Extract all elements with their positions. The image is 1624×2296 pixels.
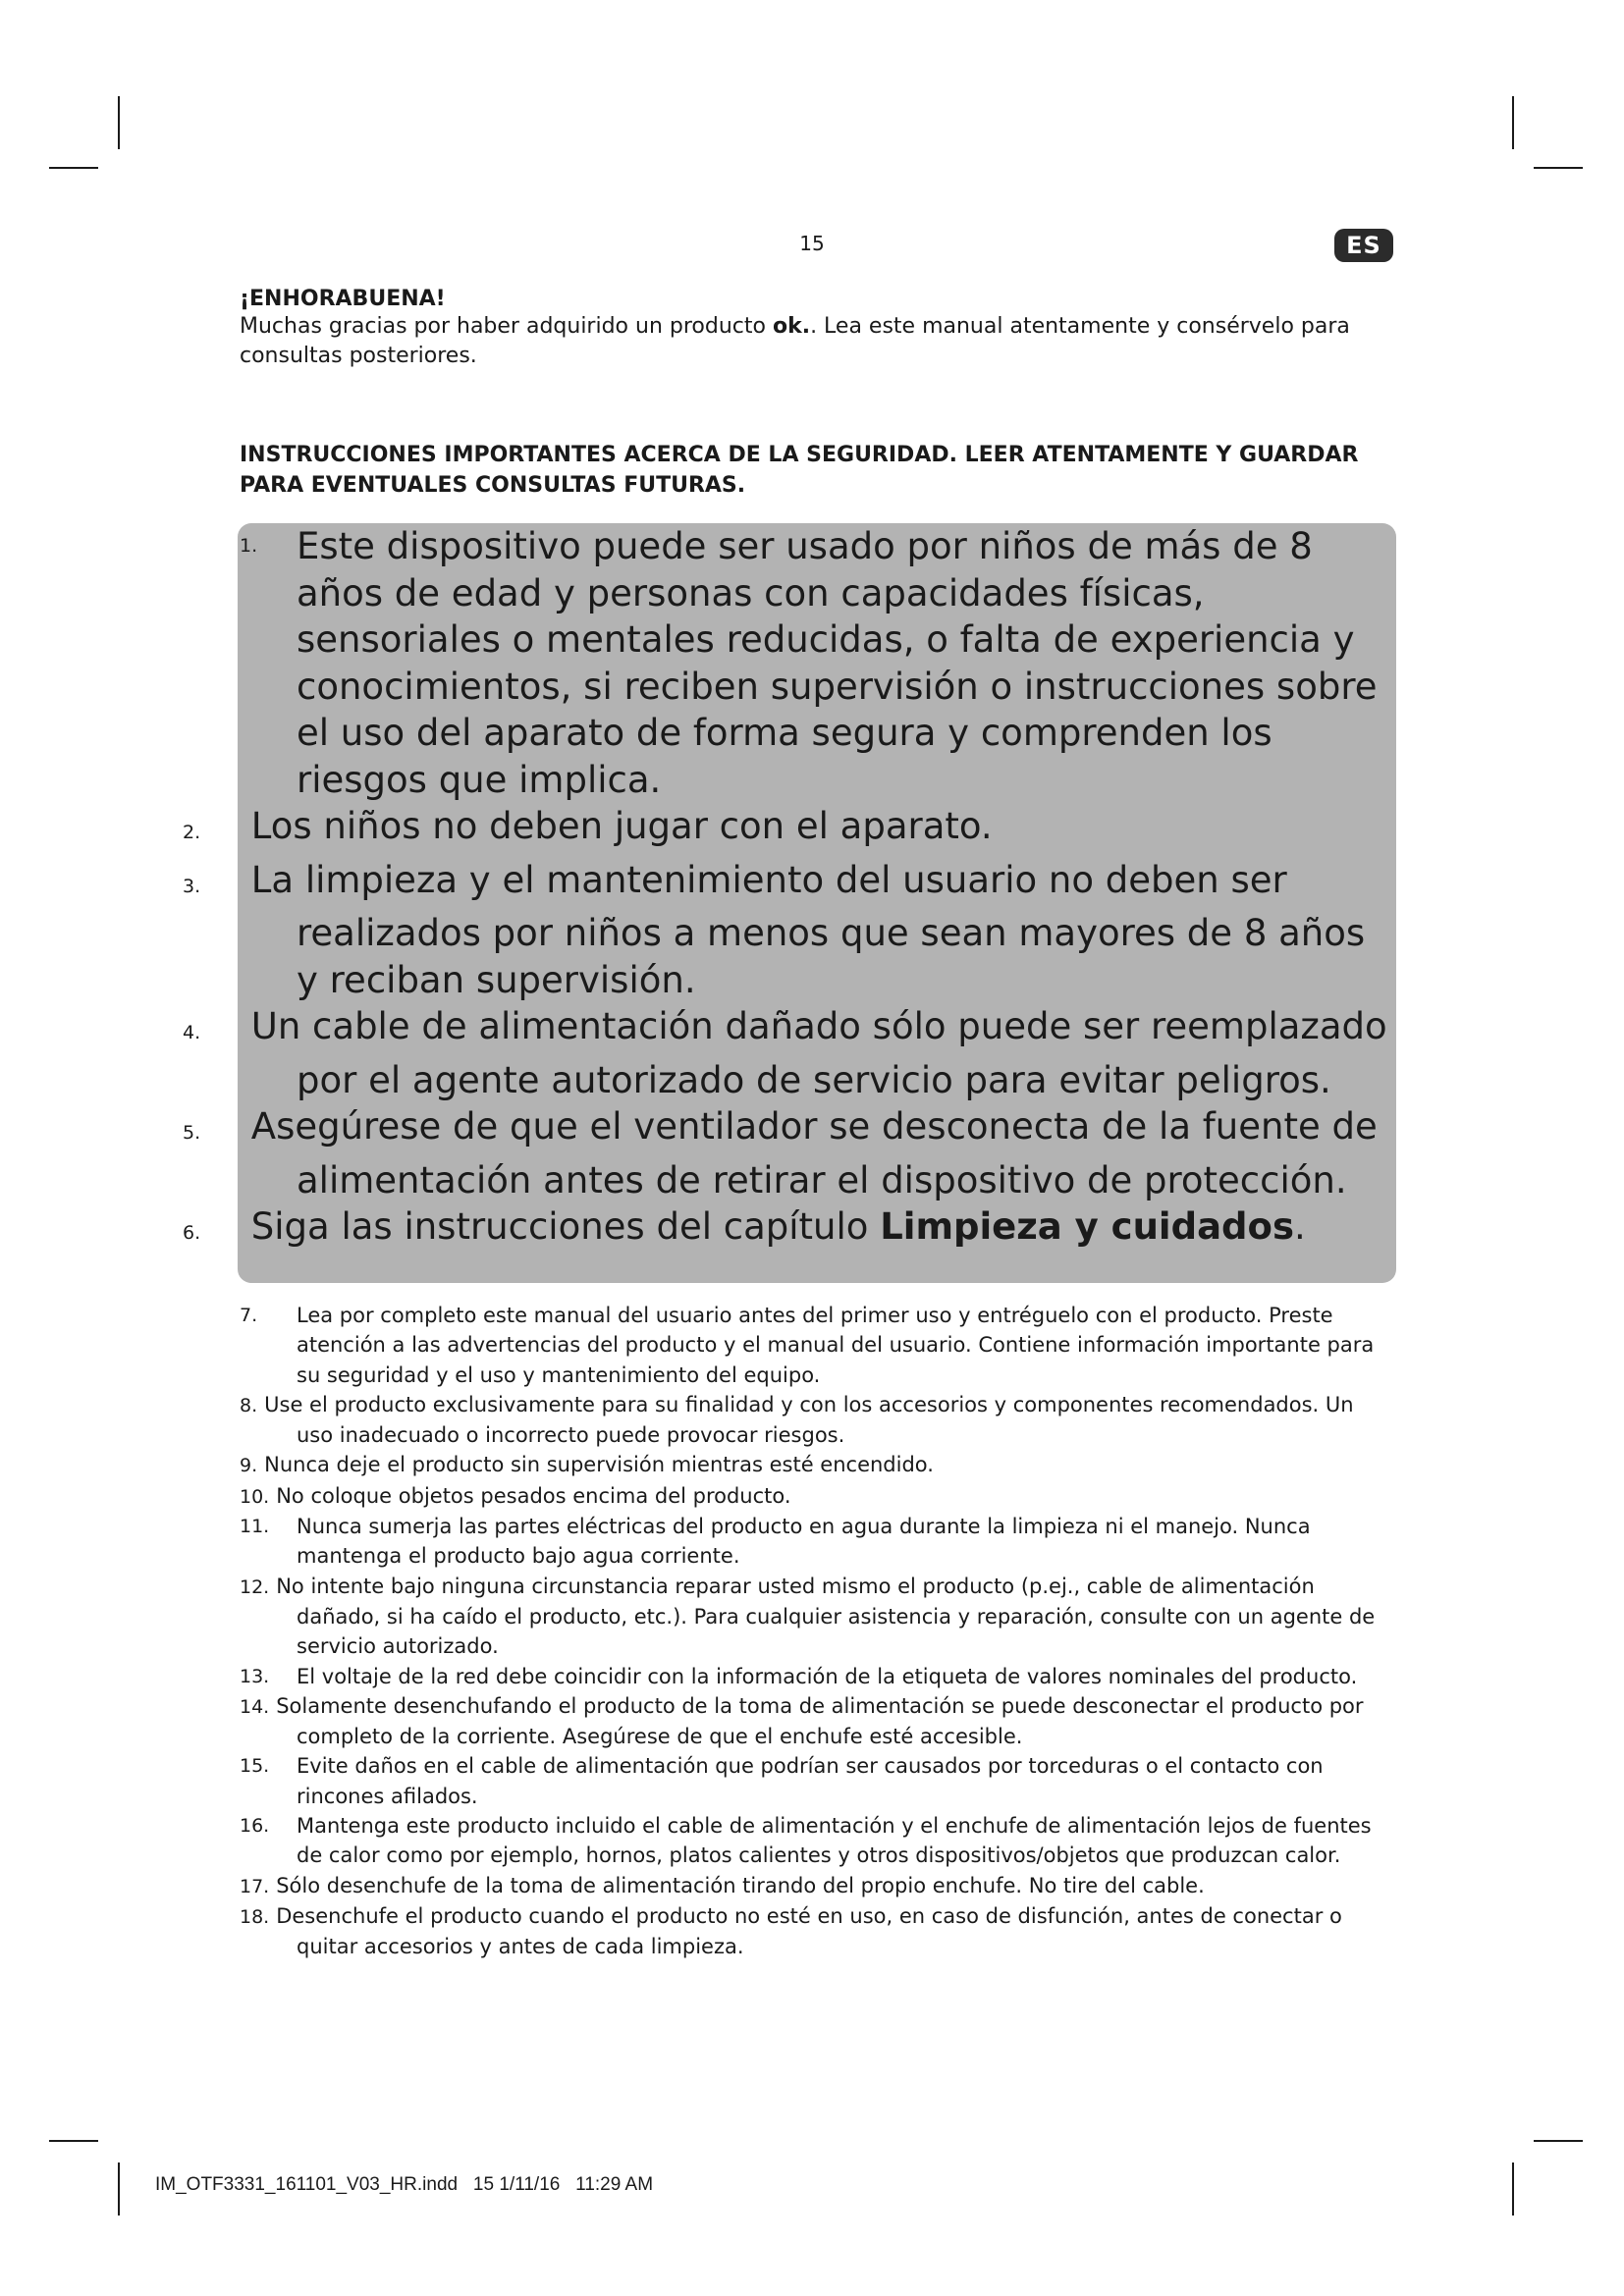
item-number: 11. bbox=[240, 1516, 270, 1538]
intro-text bbox=[240, 312, 1394, 371]
item-text: No coloque objetos pesados encima del producto. bbox=[276, 1483, 791, 1508]
instruction-item bbox=[240, 1811, 1394, 1871]
file-time: 11:29 AM bbox=[575, 2174, 654, 2195]
instructions-list bbox=[240, 1301, 1394, 1962]
instruction-item bbox=[240, 1871, 1394, 1901]
instruction-item bbox=[240, 1450, 1394, 1480]
highlighted-item: 2. Los niños no deben jugar con el aparato. bbox=[183, 805, 993, 847]
item-text-end: . bbox=[1293, 1205, 1306, 1248]
item-text: El voltaje de la red debe coincidir con la información de la etiqueta de valores nominales del producto. bbox=[297, 1664, 1358, 1688]
item-number: 12. bbox=[240, 1575, 270, 1598]
item-number: 7. bbox=[240, 1305, 258, 1326]
file-name: IM_OTF3331_161101_V03_HR.indd bbox=[155, 2174, 459, 2195]
crop-mark-top-right bbox=[1534, 167, 1583, 169]
item-text: Este dispositivo puede ser usado por niños de más de 8 años de edad y personas con capacidades físicas, sensoriales o mentales reducidas, o falta de experiencia y conocimientos, si reciben supervisión o instrucciones sobre el uso del aparato de forma segura y comprenden los riesgos que implica. bbox=[297, 525, 1378, 801]
item-number: 18. bbox=[240, 1905, 270, 1928]
highlighted-item: 4. Un cable de alimentación dañado sólo puede ser reemplazado por el agente autorizado de servicio para evitar peligros. bbox=[183, 1005, 1387, 1101]
brand-name: ok. bbox=[772, 314, 811, 339]
item-number: 13. bbox=[240, 1665, 270, 1687]
page-number: 15 bbox=[799, 232, 825, 255]
safety-heading: INSTRUCCIONES IMPORTANTES ACERCA DE LA SEGURIDAD. LEER ATENTAMENTE Y GUARDAR PARA EVENTUALES CONSULTAS FUTURAS. bbox=[240, 443, 1359, 498]
item-number: 8. bbox=[240, 1394, 258, 1416]
intro-text-end: . Lea este manual atentamente y consérvelo para consultas posteriores. bbox=[240, 314, 1350, 368]
item-text: Nunca deje el producto sin supervisión mientras esté encendido. bbox=[264, 1453, 934, 1477]
item-text: Use el producto exclusivamente para su finalidad y con los accesorios y componentes recomendados. Un uso inadecuado o incorrecto puede provocar riesgos. bbox=[264, 1392, 1354, 1448]
item-number: 9. bbox=[240, 1455, 258, 1477]
instruction-item bbox=[240, 1901, 1394, 1962]
language-badge: ES bbox=[1334, 229, 1393, 262]
item-text: No intente bajo ninguna circunstancia reparar usted mismo el producto (p.ej., cable de alimentación dañado, si ha caído el producto, etc.). Para cualquier asistencia y reparación, consulte con un agente de servicio autorizado. bbox=[276, 1574, 1376, 1659]
crop-mark-bottom-left bbox=[49, 2140, 98, 2142]
highlighted-item: 5. Asegúrese de que el ventilador se desconecta de la fuente de alimentación antes de retirar el dispositivo de protección. bbox=[183, 1105, 1378, 1201]
instruction-item bbox=[240, 1512, 1394, 1572]
instruction-item bbox=[240, 1301, 1394, 1390]
highlighted-item: 6. Siga las instrucciones del capítulo Limpieza y cuidados. bbox=[183, 1205, 1306, 1248]
instruction-item bbox=[240, 1751, 1394, 1811]
instruction-item bbox=[240, 1572, 1394, 1662]
item-number: 10. bbox=[240, 1485, 270, 1508]
item-text: La limpieza y el mantenimiento del usuario no deben ser realizados por niños a menos que sean mayores de 8 años y reciban supervisión. bbox=[250, 858, 1366, 1001]
chapter-reference: Limpieza y cuidados bbox=[880, 1205, 1294, 1248]
crop-mark-top-right bbox=[1512, 96, 1514, 149]
item-text: Los niños no deben jugar con el aparato. bbox=[250, 805, 993, 847]
item-text: Solamente desenchufando el producto de la toma de alimentación se puede desconectar el producto por completo de la corriente. Asegúrese de que el enchufe esté accesible. bbox=[276, 1693, 1364, 1749]
highlighted-item bbox=[240, 523, 1394, 803]
item-text: Siga las instrucciones del capítulo bbox=[250, 1205, 881, 1248]
item-number: 1. bbox=[240, 535, 258, 557]
highlighted-list bbox=[183, 523, 1394, 1257]
item-number: 14. bbox=[240, 1695, 270, 1718]
item-number: 17. bbox=[240, 1875, 270, 1897]
item-text: Un cable de alimentación dañado sólo puede ser reemplazado por el agente autorizado de servicio para evitar peligros. bbox=[250, 1005, 1387, 1101]
crop-mark-bottom-left bbox=[118, 2163, 120, 2216]
item-text: Desenchufe el producto cuando el producto no esté en uso, en caso de disfunción, antes de conectar o quitar accesorios y antes de cada limpieza. bbox=[276, 1903, 1342, 1959]
instruction-item bbox=[240, 1662, 1394, 1691]
file-date: 1/11/16 bbox=[499, 2174, 561, 2195]
item-text: Lea por completo este manual del usuario antes del primer uso y entréguelo con el producto. Preste atención a las advertencias del producto y el manual del usuario. Contiene información importante para su seguridad y el uso y mantenimiento del equipo. bbox=[297, 1304, 1375, 1387]
item-text: Nunca sumerja las partes eléctricas del producto en agua durante la limpieza ni el manejo. Nunca mantenga el producto bajo agua corriente. bbox=[297, 1515, 1311, 1569]
instruction-item bbox=[240, 1481, 1394, 1512]
crop-mark-top-left bbox=[118, 96, 120, 149]
intro-title: ¡ENHORABUENA! bbox=[240, 287, 446, 311]
item-text: Evite daños en el cable de alimentación que podrían ser causados por torceduras o el contacto con rincones afilados. bbox=[297, 1754, 1324, 1808]
item-number: 16. bbox=[240, 1815, 270, 1838]
item-text: Sólo desenchufe de la toma de alimentación tirando del propio enchufe. No tire del cable. bbox=[276, 1873, 1205, 1897]
print-file-info bbox=[155, 2174, 653, 2196]
crop-mark-bottom-right bbox=[1512, 2163, 1514, 2216]
highlighted-item: 3. La limpieza y el mantenimiento del usuario no deben ser realizados por niños a menos que sean mayores de 8 años y reciban supervisión. bbox=[183, 858, 1366, 1001]
file-page: 15 bbox=[472, 2174, 495, 2195]
item-text: Asegúrese de que el ventilador se desconecta de la fuente de alimentación antes de retirar el dispositivo de protección. bbox=[250, 1105, 1378, 1201]
crop-mark-bottom-right bbox=[1534, 2140, 1583, 2142]
item-text: Mantenga este producto incluido el cable de alimentación y el enchufe de alimentación lejos de fuentes de calor como por ejemplo, hornos, platos calientes y otros dispositivos/objetos que produzcan calor. bbox=[297, 1814, 1372, 1868]
intro-text-start: Muchas gracias por haber adquirido un producto bbox=[240, 314, 773, 339]
instruction-item bbox=[240, 1390, 1394, 1451]
instruction-item bbox=[240, 1691, 1394, 1752]
crop-mark-top-left bbox=[49, 167, 98, 169]
item-number: 15. bbox=[240, 1755, 270, 1778]
